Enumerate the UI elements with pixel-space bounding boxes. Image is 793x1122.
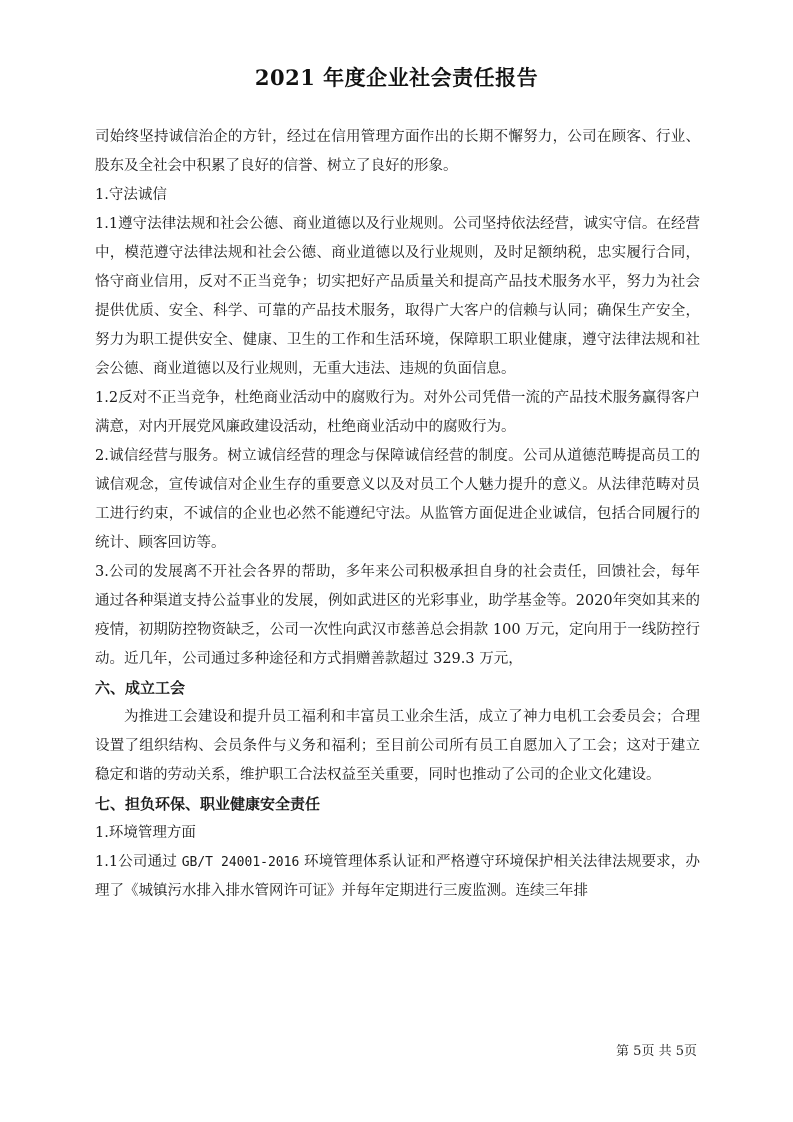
section-heading-integrity: 1.守法诚信	[95, 187, 167, 203]
section-heading-environment-safety: 七、担负环保、职业健康安全责任	[95, 795, 321, 813]
paragraph-union: 为推进工会建设和提升员工福利和丰富员工业余生活，成立了神力电机工会委员会；合理设置了组织结构、会员条件与义务和福利；至目前公司所有员工自愿加入了工会；这对于建立稳定和谐的劳动关系，维护职工合法权益至关重要，同时也推动了公司的企业文化建设。	[95, 709, 700, 783]
paragraph-2: 2.诚信经营与服务。树立诚信经营的理念与保障诚信经营的制度。公司从道德范畴提高员工的诚信观念，宣传诚信对企业生存的重要意义以及对员工个人魅力提升的意义。从法律范畴对员工进行约束，不诚信的企业也必然不能遵纪守法。从监管方面促进企业诚信，包括合同履行的统计、顾客回访等。	[95, 448, 700, 551]
standard-code: GB/T 24001-2016	[181, 855, 300, 870]
paragraph-1-2: 1.2反对不正当竞争，杜绝商业活动中的腐败行为。对外公司凭借一流的产品技术服务赢得客户满意，对内开展党风廉政建设活动，杜绝商业活动中的腐败行为。	[95, 390, 700, 435]
paragraph-intro-continuation: 司始终坚持诚信治企的方针，经过在信用管理方面作出的长期不懈努力，公司在顾客、行业、股东及全社会中积累了良好的信誉、树立了良好的形象。	[95, 129, 700, 174]
document-title: 2021 年度企业社会责任报告	[254, 65, 539, 90]
paragraph-env-1-1-lead: 1.1公司通过	[95, 854, 182, 870]
document-body	[95, 123, 700, 906]
paragraph-1-1: 1.1遵守法律法规和社会公德、商业道德以及行业规则。公司坚持依法经营，诚实守信。在经营中，模范遵守法律法规和社会公德、商业道德以及行业规则，及时足额纳税，忠实履行合同，恪守商业信用，反对不正当竞争；切实把好产品质量关和提高产品技术服务水平，努力为社会提供优质、安全、科学、可靠的产品技术服务，取得广大客户的信赖与认同；确保生产安全，努力为职工提供安全、健康、卫生的工作和生活环境，保障职工职业健康，遵守法律法规和社会公德、商业道德以及行业规则，无重大违法、违规的负面信息。	[95, 216, 700, 377]
paragraph-env-1-1	[95, 848, 700, 906]
subsection-heading-environment: 1.环境管理方面	[95, 825, 196, 841]
section-heading-union: 六、成立工会	[95, 679, 186, 697]
page-number-footer: 第 5页 共 5页	[616, 1044, 697, 1059]
paragraph-env-1-1-rest: 环境管理体系认证和严格遵守环境保护相关法律法规要求，办理了《城镇污水排入排水管网许可证》并每年定期进行三废监测。连续三年排	[95, 854, 701, 899]
paragraph-3: 3.公司的发展离不开社会各界的帮助，多年来公司积极承担自身的社会责任，回馈社会，每年通过各种渠道支持公益事业的发展，例如武进区的光彩事业，助学基金等。2020年突如其来的疫情，初期防控物资缺乏，公司一次性向武汉市慈善总会捐款 100 万元，定向用于一线防控行动。近几年，公司通过多种途径和方式捐赠善款超过 329.3 万元，	[95, 564, 700, 667]
